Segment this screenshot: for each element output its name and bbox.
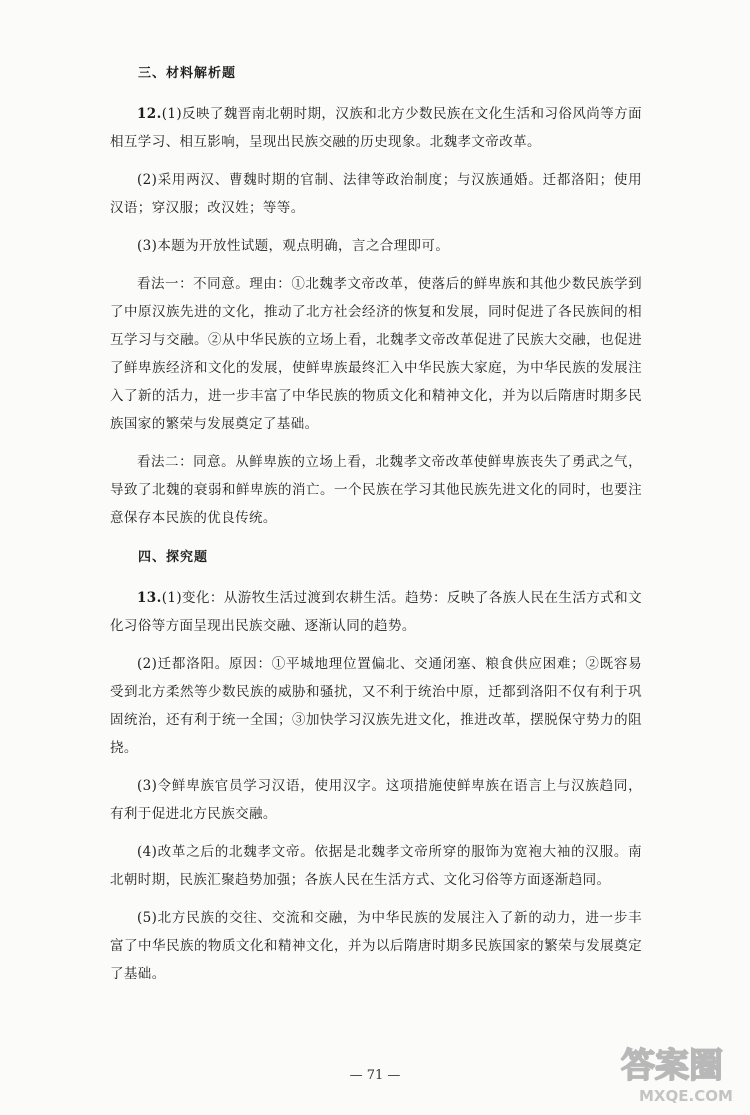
question-number-12: 12. [137,106,162,122]
watermark-sub-text: MXQE.COM [639,1087,733,1105]
q13-part2: (2)迁都洛阳。原因：①平城地理位置偏北、交通闭塞、粮食供应困难；②既容易受到北方柔然等少数民族的威胁和骚扰，又不利于统治中原，迁都到洛阳不仅有利于巩固统治，还有利于统一全国；③加快学习汉族先进文化，推进改革，摆脱保守势力的阻挠。 [110,656,642,756]
q12-part1 [110,100,642,156]
q13-part1-text: (1)变化：从游牧生活过渡到农耕生活。趋势：反映了各族人民在生活方式和文化习俗等方面呈现出民族交融、逐渐认同的趋势。 [110,590,642,634]
q13-part3: (3)令鲜卑族官员学习汉语，使用汉字。这项措施使鲜卑族在语言上与汉族趋同，有利于促进北方民族交融。 [110,778,642,822]
q12-part2: (2)采用两汉、曹魏时期的官制、法律等政治制度；与汉族通婚。迁都洛阳；使用汉语；穿汉服；改汉姓；等等。 [110,172,642,216]
watermark-logo [617,1037,742,1107]
q12-view2: 看法二：同意。从鲜卑族的立场上看，北魏孝文帝改革使鲜卑族丧失了勇武之气，导致了北魏的衰弱和鲜卑族的消亡。一个民族在学习其他民族先进文化的同时，也要注意保存本民族的优良传统。 [110,454,642,526]
q13-part4: (4)改革之后的北魏孝文帝。依据是北魏孝文帝所穿的服饰为宽袍大袖的汉服。南北朝时期，民族汇聚趋势加强；各族人民在生活方式、文化习俗等方面逐渐趋同。 [110,844,642,888]
watermark-main-text: 答案圈 [621,1046,723,1086]
page-content [110,58,642,998]
q12-view1: 看法一：不同意。理由：①北魏孝文帝改革，使落后的鲜卑族和其他少数民族学到了中原汉族先进的文化，推动了北方社会经济的恢复和发展，同时促进了各民族间的相互学习与交融。②从中华民族的立场上看，北魏孝文帝改革促进了民族大交融，也促进了鲜卑族经济和文化的发展，使鲜卑族最终汇入中华民族大家庭，为中华民族的发展注入了新的活力，进一步丰富了中华民族的物质文化和精神文化，并为以后隋唐时期多民族国家的繁荣与发展奠定了基础。 [110,276,642,432]
page-number: — 71 — [349,1068,401,1083]
q12-part3: (3)本题为开放性试题，观点明确，言之合理即可。 [137,238,450,254]
q13-part5: (5)北方民族的交往、交流和交融，为中华民族的发展注入了新的动力，进一步丰富了中华民族的物质文化和精神文化，并为以后隋唐时期多民族国家的繁荣与发展奠定了基础。 [110,910,642,982]
question-number-13: 13. [137,590,162,606]
q13-part1 [110,584,642,640]
section-heading-inquiry: 四、探究题 [138,550,209,565]
section-heading-material-analysis: 三、材料解析题 [138,66,237,81]
q12-part1-text: (1)反映了魏晋南北朝时期，汉族和北方少数民族在文化生活和习俗风尚等方面相互学习、相互影响，呈现出民族交融的历史现象。北魏孝文帝改革。 [110,106,642,150]
